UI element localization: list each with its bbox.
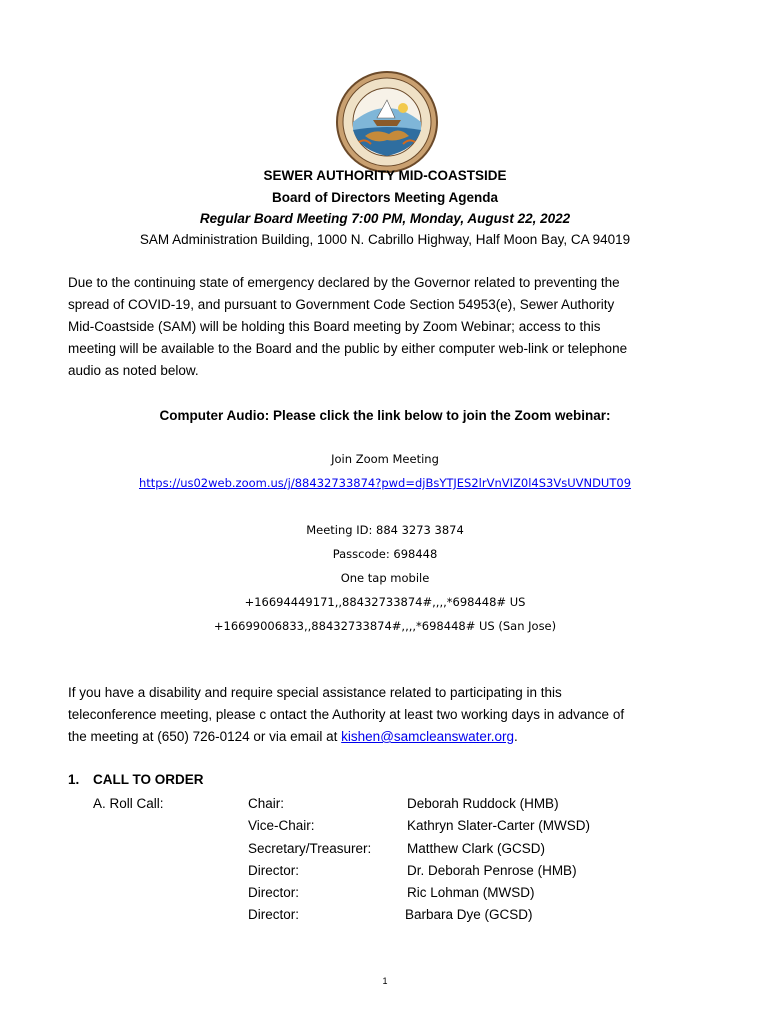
member-name: Barbara Dye (GCSD): [405, 907, 533, 922]
meeting-date: Regular Board Meeting 7:00 PM, Monday, August 22, 2022: [199, 211, 571, 226]
member-role: Secretary/Treasurer:: [248, 841, 372, 856]
covid-notice-line: audio as noted below.: [68, 363, 199, 378]
member-role: Director:: [248, 885, 300, 900]
disability-line: teleconference meeting, please c ontact the Authority at least two working days in advance of: [68, 707, 625, 722]
covid-notice-line: Mid-Coastside (SAM) will be holding this Board meeting by Zoom Webinar; access to this: [68, 319, 601, 334]
contact-email-link[interactable]: kishen@samcleanswater.org: [341, 729, 514, 744]
agenda-subtitle: Board of Directors Meeting Agenda: [271, 190, 499, 205]
disability-line: [68, 726, 708, 748]
passcode: Passcode: 698448: [332, 547, 438, 561]
covid-notice-line: Due to the continuing state of emergency declared by the Governor related to preventing the: [68, 275, 620, 290]
computer-audio-heading: Computer Audio: Please click the link below to join the Zoom webinar:: [159, 408, 611, 423]
join-zoom-label: Join Zoom Meeting: [331, 452, 439, 466]
page-number: 1: [382, 976, 388, 986]
covid-notice-line: spread of COVID-19, and pursuant to Government Code Section 54953(e), Sewer Authority: [68, 297, 615, 312]
disability-line-text: the meeting at (650) 726-0124 or via email at: [68, 729, 342, 744]
member-role: Vice-Chair:: [248, 818, 315, 833]
member-name: Dr. Deborah Penrose (HMB): [407, 863, 577, 878]
meeting-location: SAM Administration Building, 1000 N. Cabrillo Highway, Half Moon Bay, CA 94019: [139, 232, 631, 247]
member-name: Deborah Ruddock (HMB): [407, 796, 559, 811]
disability-line: If you have a disability and require special assistance related to participating in this: [68, 685, 562, 700]
covid-notice-line: meeting will be available to the Board and the public by either computer web-link or telephone: [68, 341, 628, 356]
meeting-id: Meeting ID: 884 3273 3874: [306, 523, 464, 537]
disability-notice: [68, 682, 708, 748]
phone-number-san-jose: +16699006833,,88432733874#,,,,*698448# US (San Jose): [213, 619, 557, 633]
sam-seal-logo: [335, 70, 439, 174]
section-title: CALL TO ORDER: [93, 772, 204, 787]
zoom-link-line: [0, 476, 770, 490]
member-role: Director:: [248, 907, 300, 922]
member-name: Matthew Clark (GCSD): [407, 841, 546, 856]
phone-number-us: +16694449171,,88432733874#,,,,*698448# US: [244, 595, 526, 609]
section-number: 1.: [68, 772, 80, 787]
covid-notice: [68, 272, 708, 382]
section-call-to-order: [68, 772, 204, 787]
disability-line-end: .: [513, 729, 518, 744]
member-name: Kathryn Slater-Carter (MWSD): [407, 818, 591, 833]
member-role: Chair:: [248, 796, 285, 811]
org-name: SEWER AUTHORITY MID-COASTSIDE: [263, 168, 507, 183]
zoom-meeting-link[interactable]: https://us02web.zoom.us/j/88432733874?pwd=djBsYTJES2lrVnVIZ0l4S3VsUVNDUT09: [138, 476, 632, 490]
roll-call-label: A. Roll Call:: [93, 796, 164, 811]
one-tap-mobile-label: One tap mobile: [340, 571, 430, 585]
member-role: Director:: [248, 863, 300, 878]
member-name: Ric Lohman (MWSD): [407, 885, 535, 900]
